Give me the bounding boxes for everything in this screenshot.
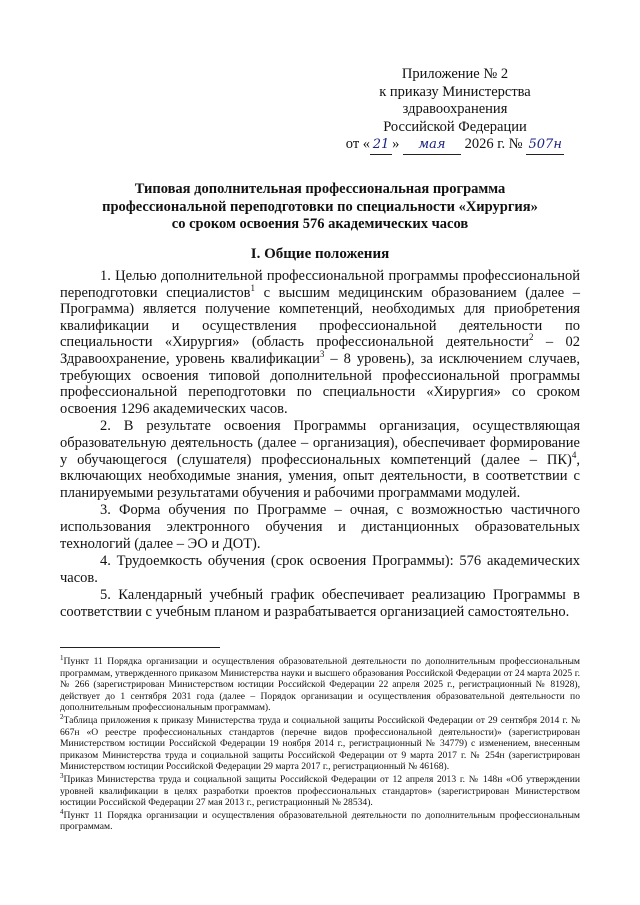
- footnote-ref-4: 4: [571, 449, 577, 460]
- paragraph-3: 3. Форма обучения по Программе – очная, с возможностью частичного использования электронного обучения и дистанционных образовательных технологий (далее – ЭО и ДОТ).: [60, 502, 580, 552]
- footnote-3: $^3$Приказ Министерства труда и социальной защиты Российской Федерации от 12 апреля 2013 г. № 148н «Об утверждении уровней квалификации в целях разработки проектов профессиональных стандартов» (зарегистрирован Министерством юстиции Российской Федерации 27 мая 2013 г., регистрационный № 28534).: [60, 771, 580, 809]
- date-prefix: от «: [345, 136, 371, 152]
- footnote-divider: [60, 647, 220, 648]
- appendix-order-ref: к приказу Министерства здравоохранения: [379, 83, 531, 117]
- paragraph-5: 5. Календарный учебный график обеспечивает реализацию Программы в соответствии с учебным планом и разрабатывается организацией самостоятельно.: [60, 587, 580, 620]
- date-year: 2026 г. №: [464, 136, 523, 152]
- footnotes: [60, 653, 580, 834]
- handwritten-day: 21: [370, 136, 392, 155]
- footnote-4: $^4$Пункт 11 Порядка организации и осуществления образовательной деятельности по дополнительным профессиональным программам.: [60, 807, 580, 833]
- paragraph-1: 1. Целью дополнительной профессиональной программы профессиональной переподготовки специалистов$^1$ с высшим медицинским образованием (далее – Программа) является получение компетенций, необходимых для приобретения квалификации и осуществления профессиональной деятельности по специальности «Хирургия» (область профессиональной деятельности$^2$ – 02 Здравоохранение, уровень квалификации$^3$ – 8 уровень), за исключением случаев, требующих освоения типовой дополнительной профессиональной программы профессиональной переподготовки по специальности «Хирургия» со сроком освоения 1296 академических часов.: [60, 268, 580, 417]
- footnote-1: $^1$Пункт 11 Порядка организации и осуществления образовательной деятельности по дополнительным профессиональным программам, утвержденного приказом Министерства науки и высшего образования Российской Федерации от 24 марта 2025 г. № 266 (зарегистрирован Министерством юстиции Российской Федерации 22 апреля 2025 г., регистрационный № 81928), действует до 1 сентября 2031 года (далее – Порядок организации и осуществления образовательной деятельности по дополнительным профессиональным программам).: [60, 653, 580, 714]
- appendix-ministry: Российской Федерации: [383, 118, 527, 135]
- paragraph-2: 2. В результате освоения Программы организация, осуществляющая образовательную деятельность (далее – организация), обеспечивает формирование у обучающегося (слушателя) профессиональных компетенций (далее – ПК)$^4$, включающих необходимые знания, умения, опыт деятельности, в соответствии с планируемыми результатами обучения и рабочими программами модулей.: [60, 418, 580, 501]
- appendix-date-line: [330, 136, 580, 155]
- title-line-1: Типовая дополнительная профессиональная программа: [134, 181, 506, 197]
- footnote-ref-1: 1: [250, 282, 256, 293]
- date-mid: »: [392, 136, 400, 152]
- handwritten-order-number: 507н: [526, 136, 564, 155]
- appendix-header: [330, 66, 580, 155]
- title-line-3: со сроком освоения 576 академических часов: [171, 216, 469, 232]
- footnote-2: $^2$Таблица приложения к приказу Министерства труда и социальной защиты Российской Федерации от 29 сентября 2014 г. № 667н «О реестре профессиональных стандартов (перечне видов профессиональной деятельности)» (зарегистрирован Министерством юстиции Российской Федерации 19 ноября 2014 г., регистрационный № 34779) с изменением, внесенным приказом Министерства труда и социальной защиты Российской Федерации от 9 марта 2017 г. № 254н (зарегистрирован Министерством юстиции Российской Федерации 29 марта 2017 г., регистрационный № 46168).: [60, 712, 580, 773]
- handwritten-month: мая: [403, 136, 461, 155]
- section-heading: I. Общие положения: [250, 246, 390, 262]
- paragraph-4: 4. Трудоемкость обучения (срок освоения Программы): 576 академических часов.: [60, 553, 580, 586]
- footnote-ref-2: 2: [529, 332, 534, 343]
- appendix-number: Приложение № 2: [401, 66, 509, 82]
- document-body: [60, 268, 580, 620]
- document-title: [60, 181, 580, 234]
- title-line-2: профессиональной переподготовки по специальности «Хирургия»: [102, 198, 538, 215]
- footnote-ref-3: 3: [319, 349, 325, 360]
